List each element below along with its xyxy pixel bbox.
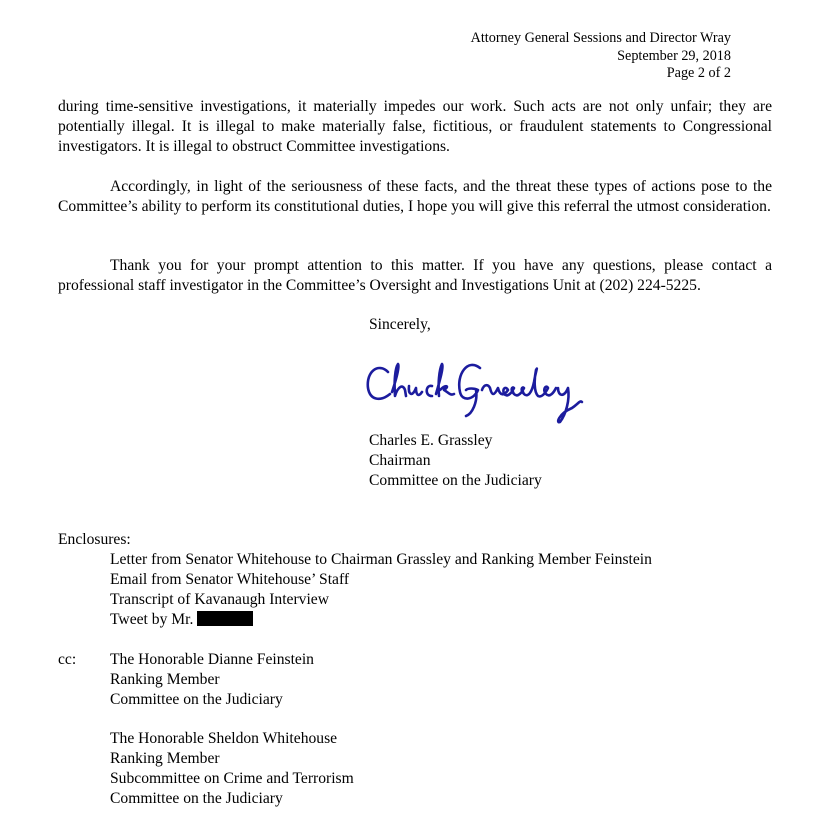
redaction-bar (197, 611, 253, 626)
enclosures-list (110, 550, 652, 630)
signer-committee: Committee on the Judiciary (369, 472, 542, 489)
body-paragraph-3: Thank you for your prompt attention to this matter. If you have any questions, please contact a professional staff investigator in the Committee’s Oversight and Investigations Unit at (202) 224-5225. (58, 257, 772, 294)
enclosure-item: Email from Senator Whitehouse’ Staff (110, 571, 350, 588)
enclosures-label: Enclosures: (58, 531, 131, 548)
cc-role: Ranking Member (110, 671, 220, 688)
enclosure-item: Letter from Senator Whitehouse to Chairman Grassley and Ranking Member Feinstein (110, 551, 652, 568)
enclosure-item-tweet (110, 610, 652, 630)
signature (362, 352, 592, 424)
signature-block (369, 431, 542, 491)
body-paragraph-2: Accordingly, in light of the seriousness of these facts, and the threat these types of actions pose to the Committee’s ability to perform its constitutional duties, I hope you will give this referral the utmost consideration. (58, 178, 772, 215)
closing-salutation: Sincerely, (369, 316, 431, 333)
cc-org: Committee on the Judiciary (110, 790, 283, 807)
cc-label: cc: (58, 651, 77, 668)
signer-title: Chairman (369, 452, 431, 469)
letter-header (471, 30, 731, 83)
cc-name: The Honorable Dianne Feinstein (110, 651, 314, 668)
cc-recipient-whitehouse (110, 729, 354, 809)
cc-subcommittee: Subcommittee on Crime and Terrorism (110, 770, 354, 787)
header-recipients: Attorney General Sessions and Director Wray (470, 30, 731, 46)
header-date: September 29, 2018 (617, 47, 731, 64)
enclosure-item: Tweet by Mr. (110, 611, 194, 628)
enclosure-item: Transcript of Kavanaugh Interview (110, 591, 329, 608)
cc-org: Committee on the Judiciary (110, 691, 283, 708)
cc-name: The Honorable Sheldon Whitehouse (110, 730, 338, 747)
header-page-number: Page 2 of 2 (666, 65, 731, 81)
cc-role: Ranking Member (110, 750, 220, 767)
signer-name: Charles E. Grassley (369, 432, 493, 449)
cc-recipient-feinstein (110, 650, 314, 710)
body-paragraph-1: during time-sensitive investigations, it materially impedes our work. Such acts are not only unfair; they are potentially illegal. It is illegal to make materially false, fictitious, or fraudulent statements to Congressional investigators. It is illegal to obstruct Committee investigations. (58, 98, 772, 155)
